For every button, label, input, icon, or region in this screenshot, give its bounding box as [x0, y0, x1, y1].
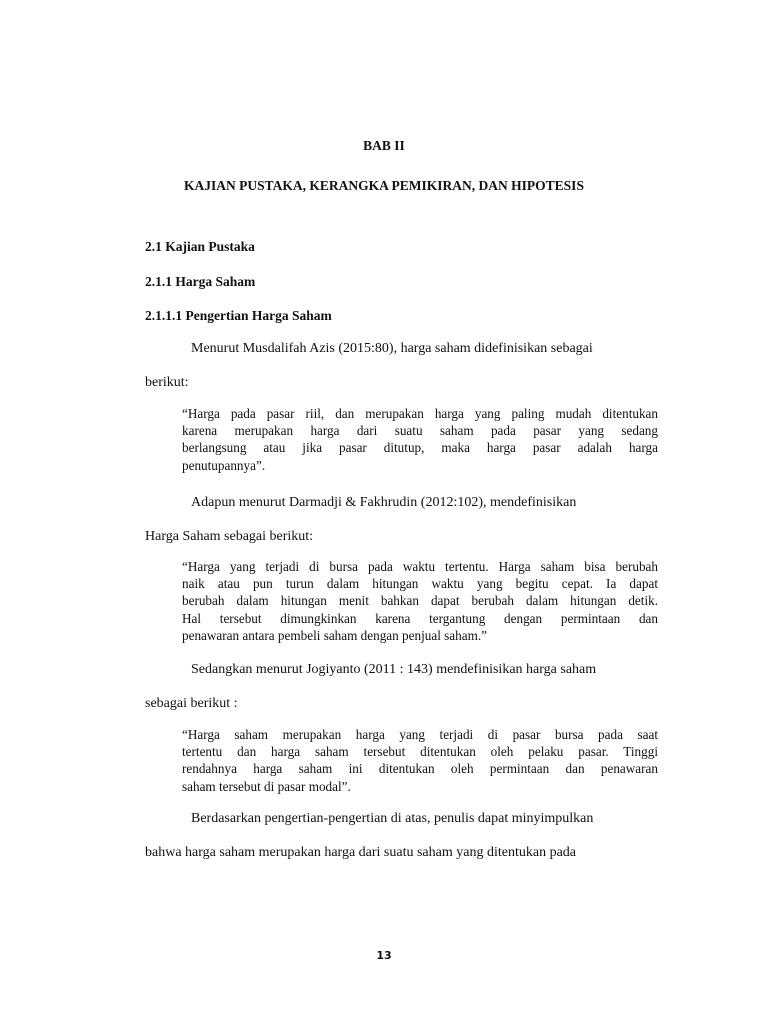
quote-2-line: Hal tersebut dimungkinkan karena tergantung dengan permintaan dan — [182, 610, 658, 626]
quote-1-line: “Harga pada pasar riil, dan merupakan harga yang paling mudah ditentukan — [182, 406, 658, 421]
chapter-number: BAB II — [363, 138, 405, 153]
quote-2-line: naik atau pun turun dalam hitungan waktu yang begitu cepat. Ia dapat — [182, 576, 658, 592]
quote-1-line: penutupannya”. — [182, 457, 266, 473]
page-number: 13 — [376, 949, 392, 962]
heading-kajian-pustaka: 2.1 Kajian Pustaka — [145, 239, 255, 254]
paragraph-3-line-2: sebagai berikut : — [145, 696, 238, 711]
paragraph-3-line-1: Sedangkan menurut Jogiyanto (2011 : 143) mendefinisikan harga saham — [191, 662, 597, 677]
paragraph-4-line-1: Berdasarkan pengertian-pengertian di atas, penulis dapat minyimpulkan — [191, 811, 594, 826]
quote-3-line: “Harga saham merupakan harga yang terjadi di pasar bursa pada saat — [182, 727, 658, 742]
quote-2 — [182, 558, 658, 644]
quote-2-line: “Harga yang terjadi di bursa pada waktu tertentu. Harga saham bisa berubah — [182, 559, 658, 574]
quote-3 — [182, 726, 658, 795]
paragraph-2-line-2: Harga Saham sebagai berikut: — [145, 529, 314, 544]
paragraph-1-line-2: berikut: — [145, 375, 189, 390]
heading-pengertian-harga-saham: 2.1.1.1 Pengertian Harga Saham — [145, 308, 332, 323]
quote-3-line: tertentu dan harga saham tersebut ditentukan oleh pelaku pasar. Tinggi — [182, 744, 658, 760]
quote-1-line: berlangsung atau jika pasar ditutup, maka harga pasar adalah harga — [182, 440, 658, 456]
quote-1-line: karena merupakan harga dari suatu saham pada pasar yang sedang — [182, 423, 658, 439]
paragraph-4-line-2: bahwa harga saham merupakan harga dari suatu saham yang ditentukan pada — [145, 845, 576, 860]
chapter-title: KAJIAN PUSTAKA, KERANGKA PEMIKIRAN, DAN HIPOTESIS — [184, 178, 584, 193]
quote-1 — [182, 405, 658, 474]
quote-3-line: rendahnya harga saham ini ditentukan oleh permintaan dan penawaran — [182, 761, 658, 777]
quote-2-line: berubah dalam hitungan menit bahkan dapat berubah dalam hitungan detik. — [182, 593, 658, 609]
paragraph-2-line-1: Adapun menurut Darmadji & Fakhrudin (2012:102), mendefinisikan — [191, 495, 577, 510]
quote-3-line: saham tersebut di pasar modal”. — [182, 778, 351, 794]
quote-2-line: penawaran antara pembeli saham dengan penjual saham.” — [182, 627, 488, 643]
paragraph-1-line-1: Menurut Musdalifah Azis (2015:80), harga saham didefinisikan sebagai — [191, 341, 593, 356]
heading-harga-saham: 2.1.1 Harga Saham — [145, 274, 256, 289]
